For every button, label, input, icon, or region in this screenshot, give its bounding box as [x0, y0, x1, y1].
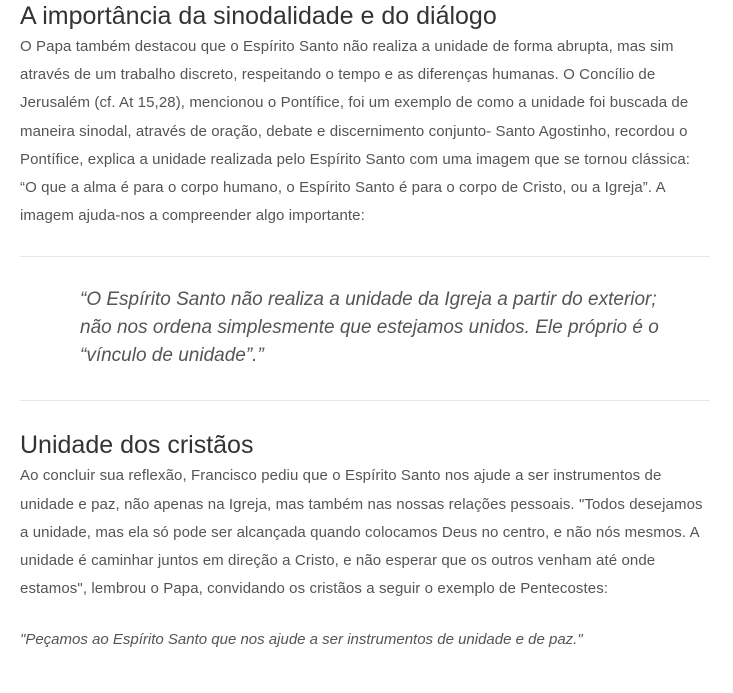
section-heading-sinodalidade: A importância da sinodalidade e do diálogo — [20, 2, 497, 30]
divider — [20, 256, 710, 257]
pull-quote: “O Espírito Santo não realiza a unidade da Igreja a partir do exterior; não nos ordena simplesmente que estejamos unidos. Ele próprio é o “vínculo de unidade”.” — [80, 289, 659, 367]
article-body — [20, 0, 710, 654]
closing-quote: "Peçamos ao Espírito Santo que nos ajude a ser instrumentos de unidade e de paz." — [20, 631, 583, 649]
paragraph-unidade: Ao concluir sua reflexão, Francisco pediu que o Espírito Santo nos ajude a ser instrumentos de unidade e paz, não apenas na Igreja, mas também nas nossas relações pessoais. "Todos desejamos a unidade, mas ela só pode ser alcançada quando colocamos Deus no centro, e não nós mesmos. A unidade é caminhar juntos em direção a Cristo, e não esperar que os outros venham até onde estamos", lembrou o Papa, convidando os cristãos a seguir o exemplo de Pentecostes: — [20, 467, 703, 598]
divider — [20, 400, 710, 401]
section-heading-unidade: Unidade dos cristãos — [20, 431, 254, 460]
paragraph-sinodalidade: O Papa também destacou que o Espírito Santo não realiza a unidade de forma abrupta, mas sim através de um trabalho discreto, respeitando o tempo e as diferenças humanas. O Concílio de Jerusalém (cf. At 15,28), mencionou o Pontífice, foi um exemplo de como a unidade foi buscada de maneira sinodal, através de oração, debate e discernimento conjunto- Santo Agostinho, recordou o Pontífice, explica a unidade realizada pelo Espírito Santo com uma imagem que se tornou clássica: “O que a alma é para o corpo humano, o Espírito Santo é para o corpo de Cristo, ou a Igreja”. A imagem ajuda-nos a compreender algo importante: — [20, 38, 691, 225]
